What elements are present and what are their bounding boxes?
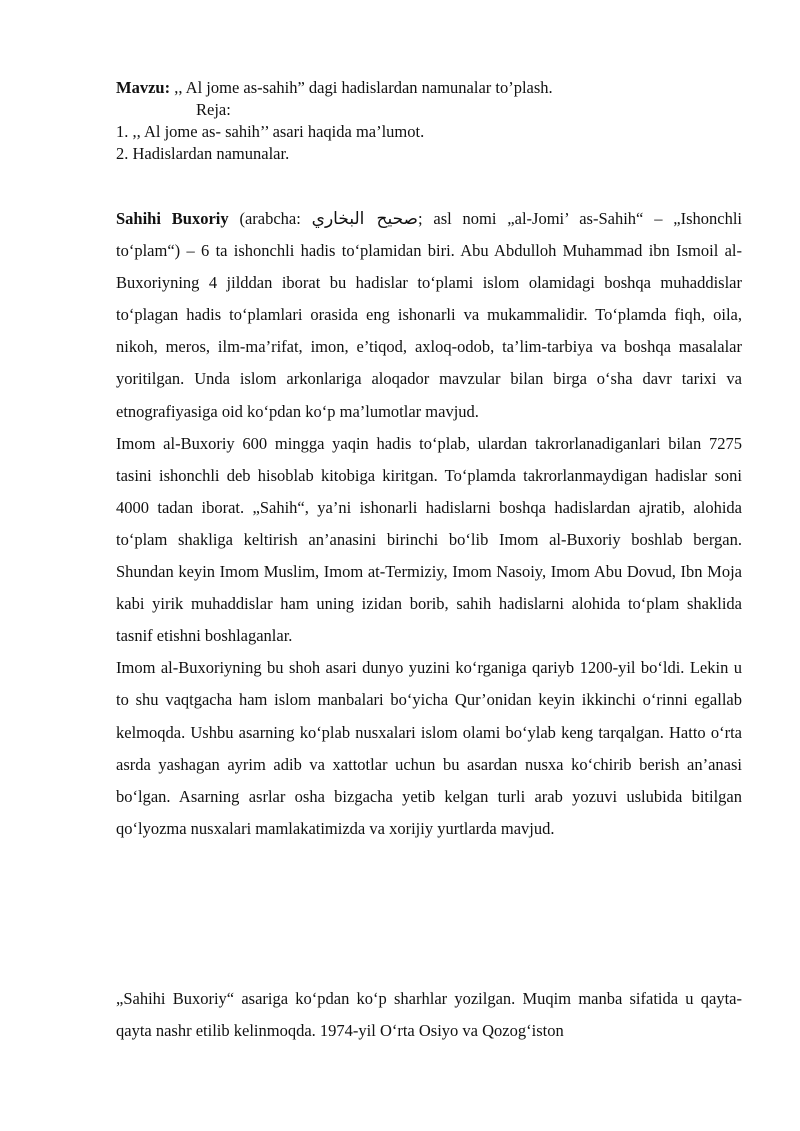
topic-text: ,, Al jome as-sahih” dagi hadislardan namunalar to’plash.	[170, 78, 553, 97]
main-body	[116, 203, 742, 845]
arabic-title: صحيح البخاري	[311, 209, 418, 229]
plan-item: 1. ,, Al jome as- sahih’’ asari haqida ma’lumot.	[116, 122, 425, 141]
topic-label: Mavzu:	[116, 78, 171, 97]
term-sahihi-buxoriy: Sahihi Buxoriy	[116, 209, 229, 228]
plan-label: Reja:	[196, 100, 231, 119]
plan-item: 2. Hadislardan namunalar.	[116, 144, 290, 163]
closing-body	[116, 983, 742, 1047]
topic-line	[116, 77, 756, 99]
paragraph-commentaries: „Sahihi Buxoriy“ asariga ko‘pdan ko‘p sharhlar yozilgan. Muqim manba sifatida u qayta-qayta nashr etilib kelinmoqda. 1974-yil O‘rta Osiyo va Qozog‘iston	[116, 989, 742, 1041]
paragraph-intro	[116, 203, 742, 428]
paragraph-intro-pre: (arabcha:	[228, 209, 312, 228]
document-header	[116, 77, 756, 165]
paragraph-significance: Imom al-Buxoriyning bu shoh asari dunyo yuzini ko‘rganiga qariyb 1200-yil bo‘ldi. Lekin u to shu vaqtgacha ham islom manbalari bo‘yicha Qur’onidan keyin ikkinchi o‘rinni egallab kelmoqda. Ushbu asarning ko‘plab nusxalari islom olami bo‘ylab keng tarqalgan. Hatto o‘rta asrda yashagan ayrim adib va xattotlar uchun bu asardan nusxa ko‘chirib berish an’anasi bo‘lgan. Asarning asrlar osha bizgacha yetib kelgan turli arab yozuvi uslubida bitilgan qo‘lyozma nusxalari mamlakatimizda va xorijiy yurtlarda mavjud.	[116, 658, 742, 838]
paragraph-intro-rest: ; asl nomi „al-Jomi’ as-Sahih“ – „Ishonchli to‘plam“) – 6 ta ishonchli hadis to‘plamidan biri. Abu Abdulloh Muhammad ibn Ismoil al-Buxoriyning 4 jilddan iborat bu hadislar to‘plami islom olamidagi boshqa muhaddislar to‘plagan hadis to‘plamlari orasida eng ishonarli va mukammalidir. To‘plamda fiqh, oila, nikoh, meros, ilm-ma’rifat, imon, e’tiqod, axloq-odob, ta’lim-tarbiya va boshqa masalalar yoritilgan. Unda islom arkonlariga aloqador mavzular bilan birga o‘sha davr tarixi va etnografiyasiga oid ko‘pdan ko‘p ma’lumotlar mavjud.	[116, 209, 742, 421]
paragraph-collection: Imom al-Buxoriy 600 mingga yaqin hadis to‘plab, ulardan takrorlanadiganlari bilan 7275 tasini ishonchli deb hisoblab kitobiga kiritgan. To‘plamda takrorlanmaydigan hadislar soni 4000 tadan iborat. „Sahih“, ya’ni ishonarli hadislarni boshqa hadislardan ajratib, alohida to‘plam shakliga keltirish an’anasini birinchi bo‘lib Imom al-Buxoriy boshlab bergan. Shundan keyin Imom Muslim, Imom at-Termiziy, Imom Nasoiy, Imom Abu Dovud, Ibn Moja kabi yirik muhaddislar ham uning izidan borib, sahih hadislarni alohida to‘plam shaklida tasnif etishni boshlaganlar.	[116, 433, 742, 646]
